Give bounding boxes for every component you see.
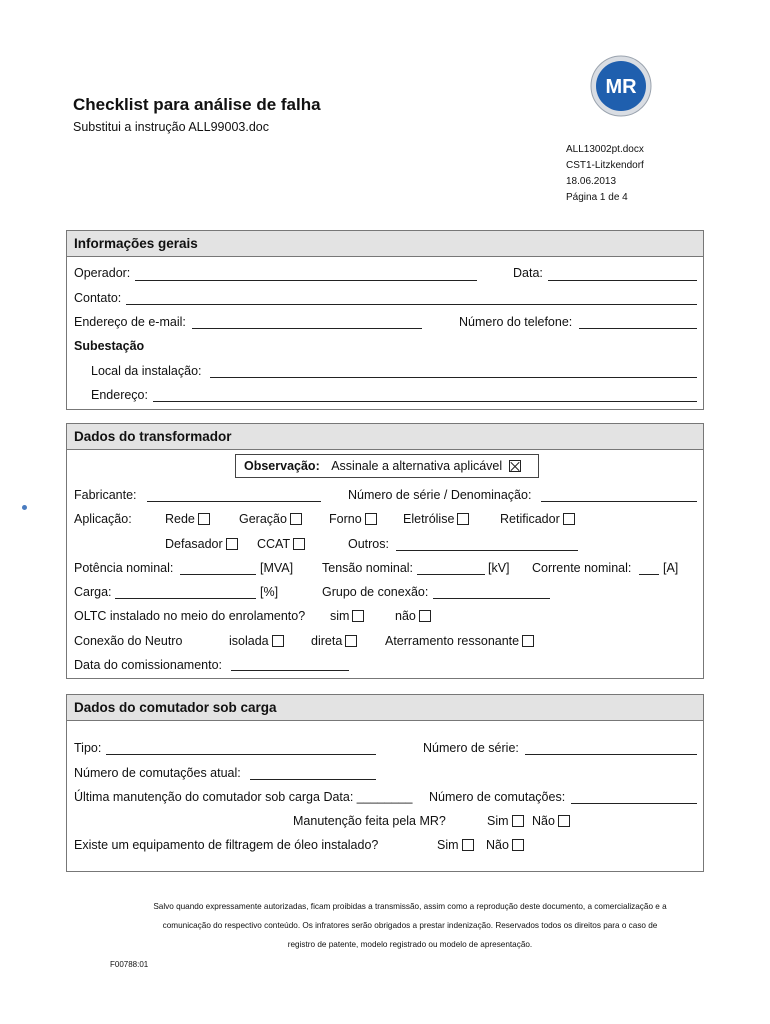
app-option-retificador[interactable] [500,512,575,526]
current-label: Corrente nominal: [532,561,632,575]
type-field[interactable] [106,754,376,755]
maint-no-checkbox[interactable] [558,815,570,827]
app-option-eletrolise[interactable] [403,512,469,526]
voltage-label: Tensão nominal: [322,561,414,575]
phone-field[interactable] [579,328,697,329]
app-option-defasador-label: Defasador [165,537,223,551]
rede-checkbox[interactable] [198,513,210,525]
contact-field[interactable] [126,304,697,305]
oltc-question: OLTC instalado no meio do enrolamento? [74,609,306,623]
oil-filter-question: Existe um equipamento de filtragem de óleo instalado? [74,838,379,852]
app-option-rede-label: Rede [165,512,195,526]
example-checked-checkbox [509,460,521,472]
filter-yes-checkbox[interactable] [462,839,474,851]
maint-no-option[interactable] [532,814,570,828]
voltage-unit: [kV] [488,561,510,575]
document-title: Checklist para análise de falha [73,95,321,114]
neutral-resonant-option[interactable] [385,634,534,648]
operator-field[interactable] [135,280,477,281]
app-option-geracao-label: Geração [239,512,287,526]
tc-serial-label: Número de série: [423,741,519,755]
margin-dot [22,505,27,510]
tc-serial-field[interactable] [525,754,697,755]
power-field[interactable] [180,574,256,575]
type-label: Tipo: [74,741,102,755]
filter-no-option[interactable] [486,838,524,852]
transformer-section [66,423,704,679]
operator-label: Operador: [74,266,131,280]
app-option-rede[interactable] [165,512,210,526]
ops-at-maintenance-field[interactable] [571,803,697,804]
address-field[interactable] [153,401,697,402]
direct-checkbox[interactable] [345,635,357,647]
application-label: Aplicação: [74,512,132,526]
app-option-forno[interactable] [329,512,377,526]
geracao-checkbox[interactable] [290,513,302,525]
retificador-checkbox[interactable] [563,513,575,525]
date-label: Data: [513,266,543,280]
current-ops-label: Número de comutações atual: [74,766,241,780]
isolated-checkbox[interactable] [272,635,284,647]
app-option-ccat-label: CCAT [257,537,291,551]
filter-yes-label: Sim [437,838,459,852]
app-option-retificador-label: Retificador [500,512,560,526]
contact-label: Contato: [74,291,122,305]
mr-logo-icon [590,55,652,117]
ops-at-maintenance-label: Número de comutações: [429,790,566,804]
neutral-direct-label: direta [311,634,343,648]
maint-yes-checkbox[interactable] [512,815,524,827]
filter-no-checkbox[interactable] [512,839,524,851]
last-maintenance-label: Última manutenção do comutador sob carga Data: ________ [74,790,413,804]
observation-label: Observação: [244,459,320,473]
email-field[interactable] [192,328,422,329]
email-label: Endereço de e-mail: [74,315,186,329]
legal-notice-line-1: Salvo quando expressamente autorizadas, ficam proibidas a transmissão, assim como a reprodução deste documento, a comercialização e a [153,902,667,911]
manufacturer-field[interactable] [147,501,321,502]
neutral-direct-option[interactable] [311,634,357,648]
general-info-section [66,230,704,410]
app-option-forno-label: Forno [329,512,362,526]
forno-checkbox[interactable] [365,513,377,525]
oltc-no-checkbox[interactable] [419,610,431,622]
neutral-resonant-label: Aterramento ressonante [385,634,520,648]
app-option-eletrolise-label: Eletrólise [403,512,455,526]
install-location-field[interactable] [210,377,697,378]
oltc-yes-checkbox[interactable] [352,610,364,622]
current-unit: [A] [663,561,679,575]
tapchanger-heading: Dados do comutador sob carga [67,695,703,721]
oltc-no-option[interactable] [395,609,431,623]
neutral-isolated-label: isolada [229,634,269,648]
load-label: Carga: [74,585,112,599]
commission-date-field[interactable] [231,670,349,671]
transformer-heading: Dados do transformador [67,424,703,450]
doc-location: CST1-Litzkendorf [566,160,644,171]
substation-label: Subestação [74,339,145,353]
power-label: Potência nominal: [74,561,174,575]
neutral-label: Conexão do Neutro [74,634,183,648]
date-field[interactable] [548,280,697,281]
current-ops-field[interactable] [250,779,376,780]
install-location-label: Local da instalação: [91,364,202,378]
app-option-defasador[interactable] [165,537,238,551]
voltage-field[interactable] [417,574,485,575]
neutral-isolated-option[interactable] [229,634,284,648]
address-label: Endereço: [91,388,148,402]
eletrolise-checkbox[interactable] [457,513,469,525]
maint-no-label: Não [532,814,555,828]
load-unit: [%] [260,585,279,599]
resonant-checkbox[interactable] [522,635,534,647]
maint-yes-option[interactable] [487,814,524,828]
document-subtitle: Substitui a instrução ALL99003.doc [73,120,269,134]
oltc-no-label: não [395,609,416,623]
legal-notice-line-2: comunicação do respectivo conteúdo. Os infratores serão obrigados a prestar indenização. Reservados todos os direitos para o caso de [162,921,658,930]
filter-no-label: Não [486,838,509,852]
general-info-heading: Informações gerais [67,231,703,257]
legal-notice-line-3: registro de patente, modelo registrado ou modelo de apresentação. [287,940,533,949]
logo-text: MR [605,76,637,98]
phone-label: Número do telefone: [459,315,573,329]
commission-date-label: Data do comissionamento: [74,658,222,672]
maint-yes-label: Sim [487,814,509,828]
ccat-checkbox[interactable] [293,538,305,550]
observation-text: Assinale a alternativa aplicável [331,459,503,473]
connection-group-label: Grupo de conexão: [322,585,429,599]
doc-date: 18.06.2013 [566,176,617,187]
observation-box [235,454,539,478]
defasador-checkbox[interactable] [226,538,238,550]
load-field[interactable] [115,598,256,599]
oltc-yes-label: sim [330,609,350,623]
filter-yes-option[interactable] [437,838,474,852]
serial-label: Número de série / Denominação: [348,488,532,502]
legal-notice [100,897,720,954]
current-field[interactable] [639,574,659,575]
page-number: Página 1 de 4 [566,192,628,203]
others-field[interactable] [396,550,578,551]
form-code: F00788:01 [110,960,149,969]
power-unit: [MVA] [260,561,294,575]
others-label: Outros: [348,537,389,551]
tapchanger-section [66,694,704,872]
maintenance-by-mr-question: Manutenção feita pela MR? [293,814,446,828]
app-option-ccat[interactable] [257,537,305,551]
doc-id: ALL13002pt.docx [566,144,644,155]
serial-field[interactable] [541,501,697,502]
oltc-yes-option[interactable] [330,609,364,623]
manufacturer-label: Fabricante: [74,488,137,502]
connection-group-field[interactable] [433,598,550,599]
app-option-geracao[interactable] [239,512,302,526]
